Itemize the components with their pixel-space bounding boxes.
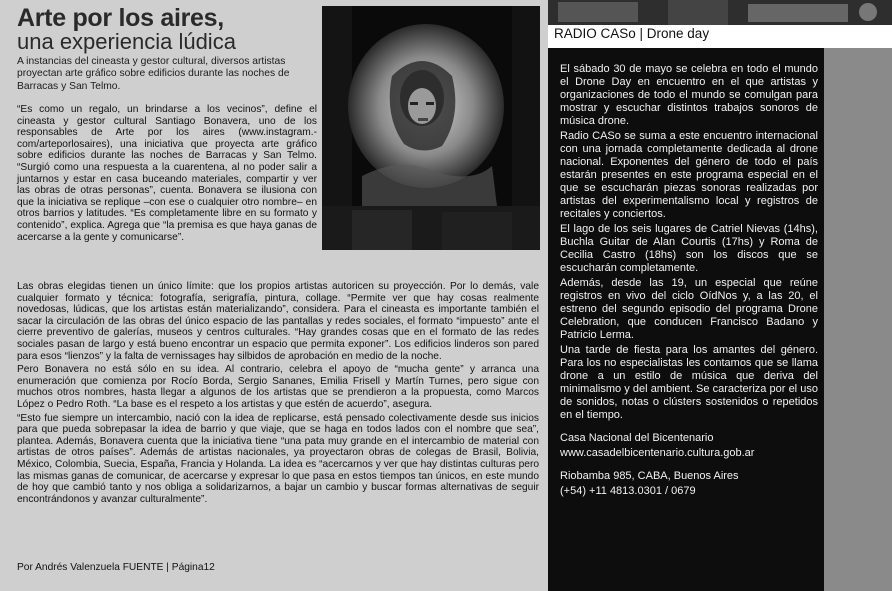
- sidebar-panel: [548, 0, 892, 591]
- sidebar-title: RADIO CASo | Drone day: [554, 26, 710, 41]
- article-subtitle: una experiencia lúdica: [17, 29, 236, 54]
- article-byline: Por Andrés Valenzuela FUENTE | Página12: [17, 562, 215, 573]
- article-paragraph: “Esto fue siempre un intercambio, nació con la idea de replicarse, está pensado colectivamente desde sus inicios para que pueda sobrepasar la idea de barrio y que viaje, que se haga en todos lados con el nombre que sea”, plantea. Además, Bonavera cuenta que la iniciativa tiene “una pata muy grande en el intercambio de material con artistas de otros países”. Además de artistas nacionales, ya proyectaron obras de colegas de Brasil, Bolivia, México, Colombia, Suecia, España, Francia y Holanda. La idea es “acercarnos y ver que hay distintas culturas pero las mismas ganas de comunicar, de acercarse y expresar lo que pasa en estos tiempos tan únicos, en este mundo de hoy que cambió tanto y nos obliga a solidarizarnos, a bajar un cambio y buscar formas alternativas de seguir encontrándonos y avanzar culturalmente”.: [17, 412, 539, 505]
- article-column-narrow: [17, 104, 317, 245]
- sidebar-paragraph: El sábado 30 de mayo se celebra en todo el mundo el Drone Day en encuentro en el que artistas y organizaciones de todo el mundo se comulgan para mostrar y escuchar distintos trabajos sonoros de música drone.: [560, 63, 818, 127]
- side-photo-strip: [824, 48, 892, 591]
- article-paragraph: Las obras elegidas tienen un único límite: que los propios artistas autoricen su proyección. Por lo demás, vale cualquier formato y técnica: fotografía, serigrafía, pintura, collage. “Permite ver que hay cosas realmente novedosas, lúdicas, que los artistas están materializando”, considera. Para el cineasta es importante también el sacar la circulación de las obras del único espacio de las pantallas y redes sociales, el formato “impuesto” ante el cierre preventivo de galerías, museos y centros culturales. “Hay grandes cosas que en el formato de las redes sociales pasan de largo y está bueno encontrar un espacio que permita exponer”. Los edificios linderos son pared para esos “lienzos” y la falta de vernissages hay silbidos de aprobación en medio de la noche.: [17, 281, 539, 362]
- sidebar-paragraph: Radio CASo se suma a este encuentro internacional con una jornada completamente dedicada al drone nacional. Exponentes del género de todo el país estarán presentes en este programa especial en el que se escucharán piezas sonoras realizadas por artistas del experimentalismo local y registros de recitales y conciertos.: [560, 130, 818, 220]
- article-paragraph: “Es como un regalo, un brindarse a los vecinos”, define el cineasta y gestor cultural Santiago Bonavera, uno de los responsables de Arte por los aires (www.instagram.-com/arteporlosaires), una iniciativa que proyecta arte gráfico sobre edificios durante las noches de Barracas y San Telmo. “Surgió como una respuesta a la cuarentena, al no poder salir a juntarnos y estar en casa buceando materiales, compartir y ver las obras de otras personas”, cuenta. Bonavera se ilusiona con que la iniciativa se replique –con ese o cualquier otro nombre– en otros barrios y latitudes. “Es completamente libre en su formato y contenido”, explica. Agrega que “la premisa es que haya ganas de acercarse a la gente y comunicarse”.: [17, 104, 317, 243]
- sidebar-text: [560, 63, 818, 500]
- sidebar-paragraph: Una tarde de fiesta para los amantes del género. Para los no especialistas les contamos que se llama drone a un estilo de música que deriva del minimalismo y del ambient. Se caracteriza por el uso de sonidos, notas o clústers sostenidos o repetidos en el tiempo.: [560, 344, 818, 421]
- sidebar-paragraph: Además, desde las 19, un especial que reúne registros en vivo del ciclo OídNos y, a las 20, el estreno del segundo episodio del programa Drone Celebration, que conducen Francisco Badano y Patricio Lerma.: [560, 277, 818, 341]
- header-photo: [548, 0, 892, 25]
- venue-website[interactable]: www.casadelbicentenario.cultura.gob.ar: [560, 447, 755, 459]
- projection-photo: [322, 6, 540, 250]
- studio-image: [548, 0, 892, 25]
- article-lead: A instancias del cineasta y gestor cultural, diversos artistas proyectan arte gráfico sobre edificios durante las noches de Barracas y San Telmo.: [17, 56, 290, 92]
- article-column-wide: [17, 281, 539, 507]
- projection-image: [322, 6, 540, 250]
- article-title: Arte por los aires,: [17, 4, 224, 32]
- venue-phone: (+54) +11 4813.0301 / 0679: [560, 485, 696, 497]
- venue-name: Casa Nacional del Bicentenario: [560, 432, 714, 444]
- article-paragraph: Pero Bonavera no está sólo en su idea. Al contrario, celebra el apoyo de “mucha gente” y arranca una enumeración que comienza por Rocío Borda, Sergio Sananes, Emilia Frisell y Martín Turnes, pero sigue con muchos otros nombres, hasta llegar a algunos de los artistas que se prendieron a la propuesta, como Marcos López o Pedro Roth. “La base es el respeto a los artistas y que estén de acuerdo”, asegura.: [17, 364, 539, 410]
- venue-address: Riobamba 985, CABA, Buenos Aires: [560, 470, 739, 482]
- sidebar-paragraph: El lago de los seis lugares de Catriel Nievas (14hs), Buchla Guitar de Alan Courtis (17hs) y Roma de Cecilia Castro (18hs) son los discos que se escucharán completamente.: [560, 223, 818, 274]
